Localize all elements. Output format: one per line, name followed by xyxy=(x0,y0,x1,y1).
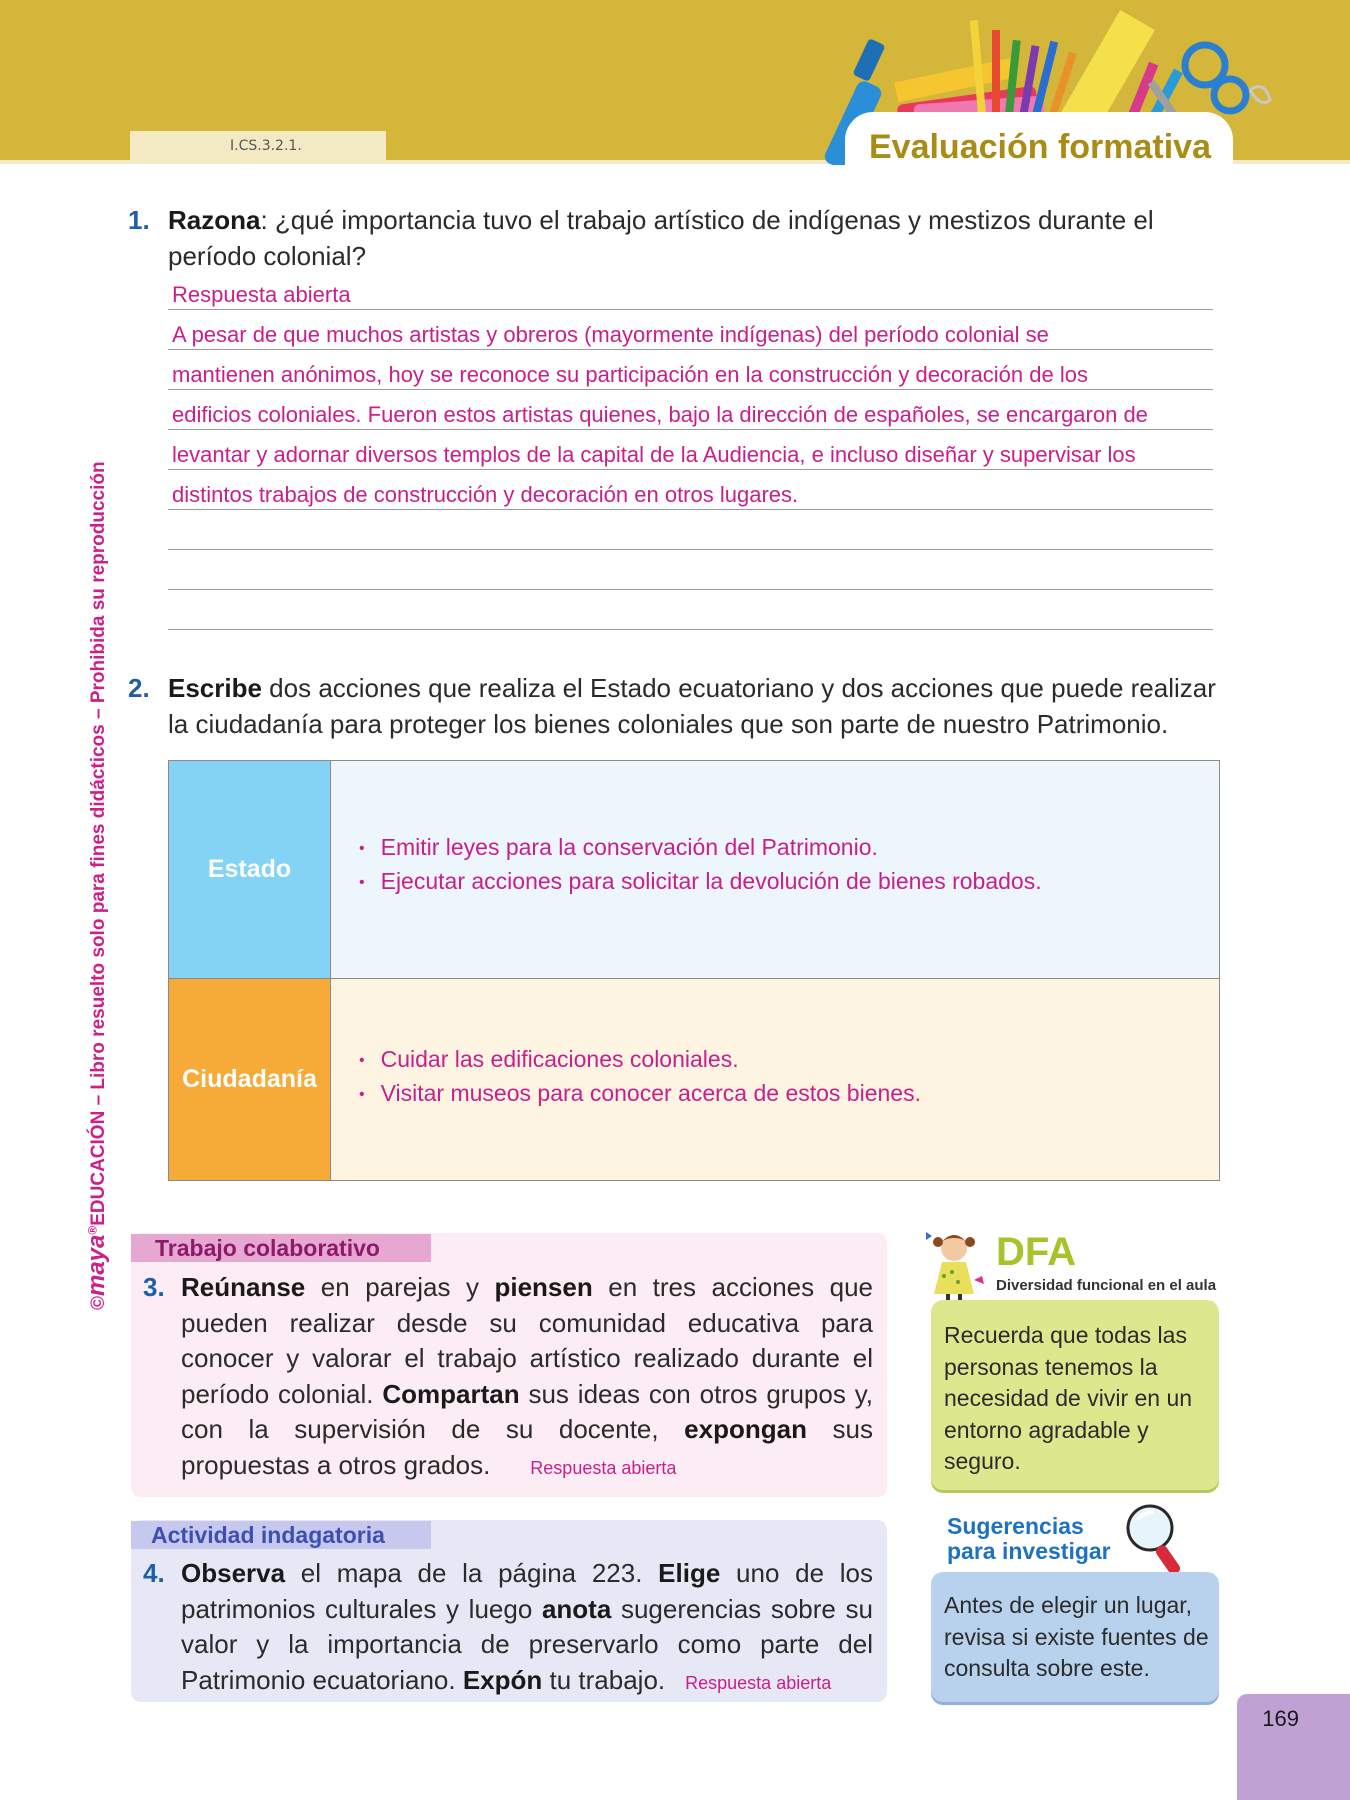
question-3 xyxy=(143,1270,874,1486)
suggestions-text: Antes de elegir un lugar, revisa si existe fuentes de consulta sobre este. xyxy=(944,1592,1209,1681)
collaborative-tag: Trabajo colaborativo xyxy=(131,1234,431,1262)
answer-note: Respuesta abierta xyxy=(685,1672,832,1693)
side-copyright-text xyxy=(83,461,111,1310)
list-item: • Emitir leyes para la conservación del Patrimonio. xyxy=(359,832,1042,866)
keyword: Reúnanse xyxy=(181,1272,306,1302)
question-text: : ¿qué importancia tuvo el trabajo artístico de indígenas y mestizos durante el período colonial? xyxy=(168,205,1154,271)
page-title: Evaluación formativa xyxy=(868,128,1211,166)
list-item: • Cuidar las edificaciones coloniales. xyxy=(359,1044,921,1078)
keyword: Compartan xyxy=(382,1378,520,1409)
dfa-text: Recuerda que todas las personas tenemos la necesidad de vivir en un entorno agradable y seguro. xyxy=(944,1322,1193,1474)
keyword: Elige xyxy=(658,1558,721,1588)
actions-table xyxy=(168,760,1220,1181)
keyword: anota xyxy=(541,1593,612,1624)
page-number: 169 xyxy=(1262,1706,1299,1731)
question-text: sus propuestas a otros grados. xyxy=(181,1414,873,1480)
keyword: Expón xyxy=(462,1664,543,1695)
question-number: 2. xyxy=(128,673,150,703)
question-verb: Escribe xyxy=(168,673,262,703)
row-label-estado: Estado xyxy=(169,761,331,978)
inquiry-tag: Actividad indagatoria xyxy=(131,1521,431,1549)
answer-line[interactable] xyxy=(168,310,1213,350)
copyright-symbol: © xyxy=(88,1296,109,1310)
girl-illustration-icon xyxy=(918,1226,988,1310)
answer-line[interactable] xyxy=(168,470,1213,510)
answer-line[interactable] xyxy=(168,270,1213,310)
question-text: en parejas y xyxy=(305,1272,495,1302)
row-label-ciudadania: Ciudadanía xyxy=(169,979,331,1180)
answer-text: A pesar de que muchos artistas y obreros (mayormente indígenas) del período colonial se xyxy=(172,322,1049,347)
answer-line[interactable] xyxy=(168,590,1213,630)
question-text: uno de los patrimonios culturales y luego xyxy=(181,1558,873,1624)
table-row-estado xyxy=(169,761,1219,978)
question-text: el mapa de la página 223. xyxy=(285,1558,659,1588)
brand-logo-text: maya xyxy=(83,1234,110,1296)
question-4 xyxy=(143,1556,873,1701)
question-number: 1. xyxy=(128,205,150,235)
estado-actions-list xyxy=(359,832,1042,900)
table-row-ciudadania xyxy=(169,978,1219,1180)
answer-text: mantienen anónimos, hoy se reconoce su participación en la construcción y decoración de los xyxy=(172,362,1088,387)
curriculum-code: I.CS.3.2.1. xyxy=(130,131,386,162)
question-text: tu trabajo. xyxy=(542,1664,666,1695)
answer-text: levantar y adornar diversos templos de la capital de la Audiencia, e incluso diseñar y supervisar los xyxy=(172,442,1136,467)
answer-text: distintos trabajos de construcción y decoración en otros lugares. xyxy=(172,482,799,507)
suggestions-title-line: para investigar xyxy=(947,1538,1111,1564)
dfa-title: DFA xyxy=(996,1230,1076,1274)
answer-line[interactable] xyxy=(168,430,1213,470)
list-item: • Visitar museos para conocer acerca de estos bienes. xyxy=(359,1078,921,1112)
answer-note: Respuesta abierta xyxy=(530,1457,677,1478)
keyword: piensen xyxy=(494,1272,593,1302)
row-cell-estado[interactable] xyxy=(331,761,1219,978)
answer-text: edificios coloniales. Fueron estos artistas quienes, bajo la dirección de españoles, se encargaron de xyxy=(172,402,1148,427)
question-verb: Razona xyxy=(168,205,261,235)
suggestions-title-line: Sugerencias xyxy=(947,1513,1084,1539)
side-notice: EDUCACIÓN – Libro resuelto solo para fines didácticos – Prohibida su reproducción xyxy=(88,461,109,1226)
question-2 xyxy=(128,670,1228,742)
question-text: sus ideas con otros grupos y, con la supervisión de su docente, xyxy=(181,1378,873,1444)
keyword: expongan xyxy=(684,1414,807,1444)
answer-text: Respuesta abierta xyxy=(172,282,351,307)
row-cell-ciudadania[interactable] xyxy=(331,979,1219,1180)
answer-line[interactable] xyxy=(168,390,1213,430)
ciudadania-actions-list xyxy=(359,1044,921,1112)
answer-lines xyxy=(168,270,1213,630)
answer-line[interactable] xyxy=(168,510,1213,550)
suggestions-title xyxy=(947,1514,1111,1564)
magnifier-icon xyxy=(1122,1500,1190,1578)
question-number: 3. xyxy=(143,1272,165,1302)
dfa-subtitle: Diversidad funcional en el aula xyxy=(996,1277,1217,1294)
answer-line[interactable] xyxy=(168,350,1213,390)
question-1 xyxy=(128,202,1218,274)
question-number: 4. xyxy=(143,1558,165,1588)
question-text: dos acciones que realiza el Estado ecuatoriano y dos acciones que puede realizar la ciudadanía para proteger los bienes coloniales que son parte de nuestro Patrimonio. xyxy=(168,673,1216,739)
question-text: en tres acciones que pueden realizar desde su comunidad educativa para conocer y valorar el trabajo artístico realizado durante el período colonial. xyxy=(181,1272,874,1409)
list-item: • Ejecutar acciones para solicitar la devolución de bienes robados. xyxy=(359,866,1042,900)
question-text: sugerencias sobre su valor y la importancia de preservarlo como parte del Patrimonio ecuatoriano. xyxy=(181,1593,873,1695)
answer-line[interactable] xyxy=(168,550,1213,590)
registered-symbol: ® xyxy=(85,1225,100,1235)
keyword: Observa xyxy=(181,1558,286,1588)
